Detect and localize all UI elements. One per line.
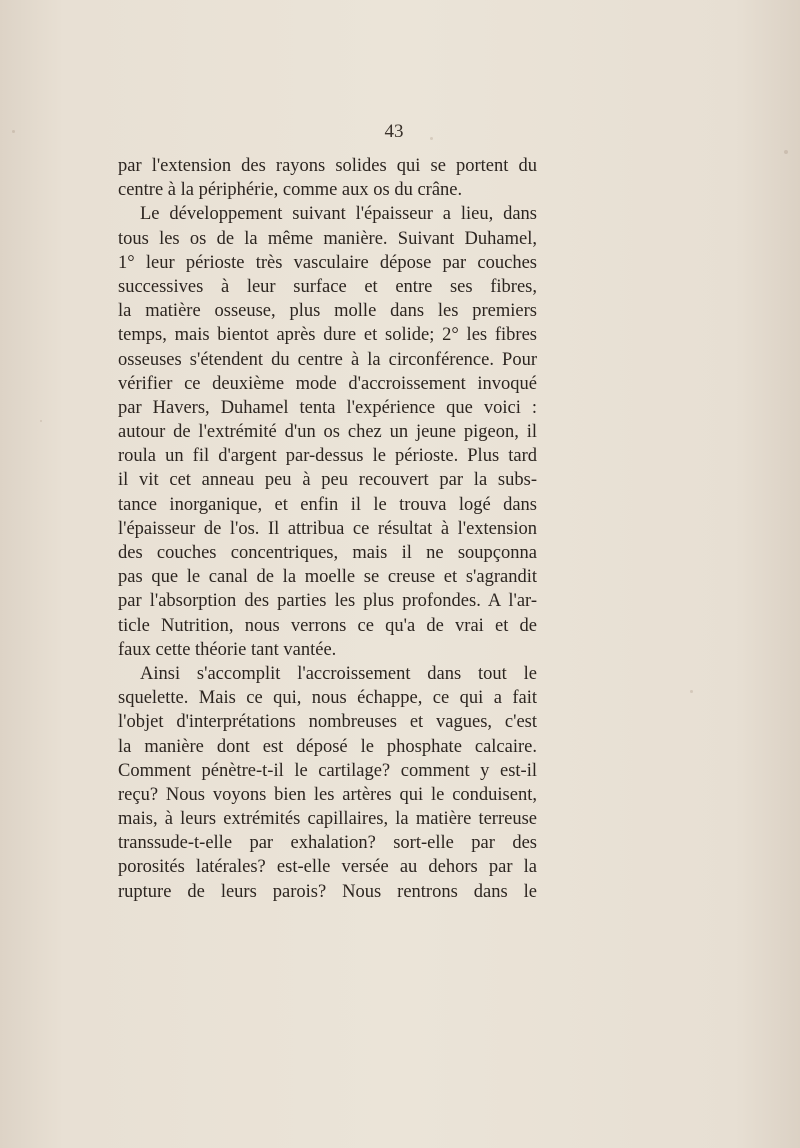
- text-line: des couches concentriques, mais il ne soupçonna: [118, 543, 537, 563]
- text-line: autour de l'extrémité d'un os chez un jeune pigeon, il: [118, 422, 537, 443]
- paper-spot: [784, 150, 788, 154]
- paper-spot: [12, 130, 15, 133]
- text-line: l'objet d'interprétations nombreuses et vagues, c'est: [118, 712, 537, 733]
- text-line: osseuses s'étendent du centre à la circonférence. Pour: [118, 349, 537, 370]
- text-line: Le développement suivant l'épaisseur a lieu, dans: [140, 204, 537, 225]
- text-line: par l'absorption des parties les plus profondes. A l'ar-: [118, 591, 537, 612]
- text-line: 1° leur périoste très vasculaire dépose par couches: [118, 252, 537, 273]
- paragraph: [118, 662, 537, 904]
- text-line: vérifier ce deuxième mode d'accroissement invoqué: [118, 373, 537, 394]
- paper-spot: [430, 137, 433, 140]
- text-line: Ainsi s'accomplit l'accroissement dans tout le: [140, 663, 537, 684]
- text-line: temps, mais bientot après dure et solide; 2° les fibres: [118, 325, 537, 346]
- text-line: la matière osseuse, plus molle dans les premiers: [118, 301, 537, 322]
- text-line: la manière dont est déposé le phosphate calcaire.: [118, 736, 537, 757]
- text-line: Comment pénètre-t-il le cartilage? comment y est-il: [118, 760, 537, 781]
- text-line: porosités latérales? est-elle versée au dehors par la: [118, 857, 537, 878]
- text-line: roula un fil d'argent par-dessus le périoste. Plus tard: [118, 446, 537, 467]
- paragraph: [118, 202, 537, 662]
- text-line: mais, à leurs extrémités capillaires, la matière terreuse: [118, 809, 537, 830]
- text-line: il vit cet anneau peu à peu recouvert par la subs-: [118, 470, 537, 491]
- text-line: ticle Nutrition, nous verrons ce qu'a de vrai et de: [118, 615, 537, 636]
- text-line: pas que le canal de la moelle se creuse et s'agrandit: [118, 567, 537, 588]
- paper-spot: [690, 690, 693, 693]
- text-line: tous les os de la même manière. Suivant Duhamel,: [118, 228, 537, 249]
- text-line: par l'extension des rayons solides qui se portent du: [118, 156, 537, 176]
- paragraph: [118, 154, 537, 202]
- text-line: reçu? Nous voyons bien les artères qui le conduisent,: [118, 784, 537, 805]
- text-line: tance inorganique, et enfin il le trouva logé dans: [118, 494, 537, 515]
- body-text: [118, 154, 537, 904]
- text-line: squelette. Mais ce qui, nous échappe, ce qui a fait: [118, 688, 537, 709]
- paper-spot: [40, 420, 42, 422]
- text-line: successives à leur surface et entre ses fibres,: [118, 276, 537, 297]
- page-number: 43: [384, 121, 404, 142]
- text-line: par Havers, Duhamel tenta l'expérience que voici :: [118, 397, 537, 418]
- text-line: rupture de leurs parois? Nous rentrons dans le: [118, 881, 537, 902]
- text-line: transsude-t-elle par exhalation? sort-elle par des: [118, 833, 537, 854]
- text-line: faux cette théorie tant vantée.: [118, 639, 337, 660]
- text-line: centre à la périphérie, comme aux os du crâne.: [118, 180, 463, 201]
- text-line: l'épaisseur de l'os. Il attribua ce résultat à l'extension: [118, 518, 537, 539]
